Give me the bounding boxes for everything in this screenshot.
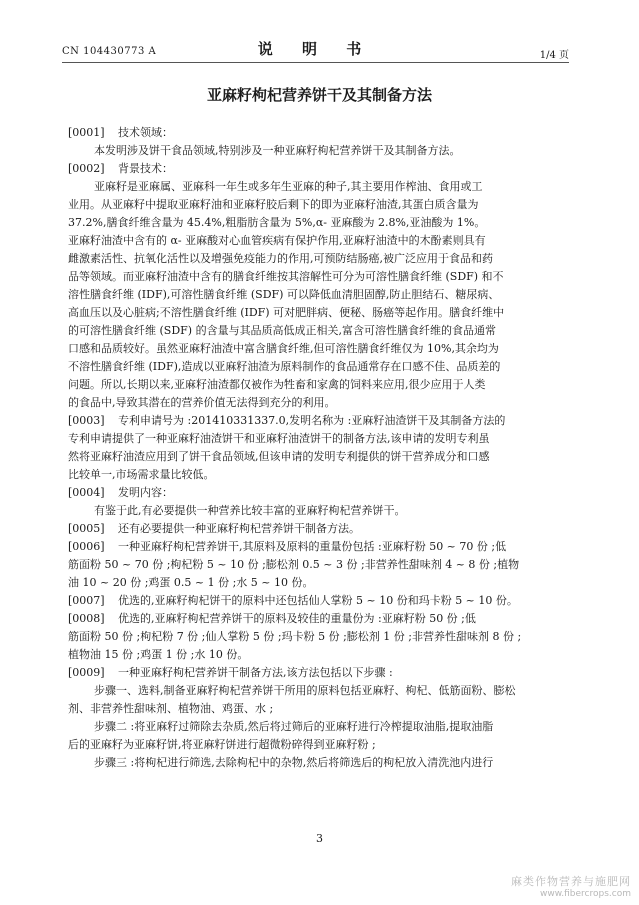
text-line <box>68 754 568 772</box>
paragraph-number: [0005] <box>68 522 105 535</box>
line-text: 溶性膳食纤维 (IDF),可溶性膳食纤维 (SDF) 可以降低血清胆固醇,防止胆结石、糖尿病、 <box>68 288 500 301</box>
line-text: 品等领域。而亚麻籽油渣中含有的膳食纤维按其溶解性可分为可溶性膳食纤维 (SDF) 和不 <box>68 270 504 283</box>
header-rule <box>62 62 569 63</box>
line-text: 然将亚麻籽油渣应用到了饼干食品领域,但该申请的发明专利提供的饼干营养成分和口感 <box>68 450 490 463</box>
paragraph-number: [0003] <box>68 414 105 427</box>
text-line <box>68 232 568 250</box>
text-line <box>68 322 568 340</box>
text-line <box>68 250 568 268</box>
line-text: 37.2%,膳食纤维含量为 45.4%,粗脂肪含量为 5%,α- 亚麻酸为 2.8%,亚油酸为 1%。 <box>68 216 486 229</box>
line-text: 优选的,亚麻籽枸杞营养饼干的原料及较佳的重量份为 :亚麻籽粉 50 份 ;低 <box>118 612 476 625</box>
text-line <box>68 448 568 466</box>
line-text: 有鉴于此,有必要提供一种营养比较丰富的亚麻籽枸杞营养饼干。 <box>94 504 406 517</box>
text-line <box>68 376 568 394</box>
line-text: 油 10 ~ 20 份 ;鸡蛋 0.5 ~ 1 份 ;水 5 ~ 10 份。 <box>68 576 314 589</box>
line-text: 发明内容： <box>118 486 173 499</box>
text-line <box>68 358 568 376</box>
text-line <box>68 502 568 520</box>
line-text: 一种亚麻籽枸杞营养饼干,其原料及原料的重量份包括 :亚麻籽粉 50 ~ 70 份 ;低 <box>118 540 507 553</box>
page-header <box>62 38 569 60</box>
line-text: 高血压以及心脏病;不溶性膳食纤维 (IDF) 可对肥胖病、便秘、肠癌等起作用。膳食纤维中 <box>68 306 505 319</box>
document-title: 亚麻籽枸杞营养饼干及其制备方法 <box>206 86 432 104</box>
text-line <box>68 628 568 646</box>
line-text: 不溶性膳食纤维 (IDF),造成以亚麻籽油渣为原料制作的食品通常存在口感不佳、品质差的 <box>68 360 501 373</box>
paragraph-number: [0002] <box>68 162 105 175</box>
text-line <box>68 412 568 430</box>
line-text: 本发明涉及饼干食品领域,特别涉及一种亚麻籽枸杞营养饼干及其制备方法。 <box>94 144 461 157</box>
text-line <box>68 160 568 178</box>
watermark <box>511 873 631 899</box>
text-line <box>68 214 568 232</box>
text-line <box>68 484 568 502</box>
text-line <box>68 142 568 160</box>
line-text: 后的亚麻籽为亚麻籽饼,将亚麻籽饼进行超微粉碎得到亚麻籽粉 ; <box>68 738 376 751</box>
watermark-url: www.fibercrops.com <box>540 889 631 899</box>
paragraph-number: [0007] <box>68 594 105 607</box>
line-text: 的食品中,导致其潜在的营养价值无法得到充分的利用。 <box>68 396 336 409</box>
text-line <box>68 466 568 484</box>
text-line <box>68 286 568 304</box>
line-text: 还有必要提供一种亚麻籽枸杞营养饼干制备方法。 <box>118 522 360 535</box>
page-indicator: 1/4 页 <box>539 50 569 61</box>
document-type: 说 明 书 <box>257 40 374 58</box>
watermark-site-name: 麻类作物营养与施肥网 <box>511 875 631 888</box>
text-line <box>68 520 568 538</box>
page-number: 3 <box>316 832 323 845</box>
line-text: 专利申请提供了一种亚麻籽油渣饼干和亚麻籽油渣饼干的制备方法,该申请的发明专利虽 <box>68 432 490 445</box>
text-line <box>68 682 568 700</box>
text-line <box>68 268 568 286</box>
line-text: 步骤三 :将枸杞进行筛选,去除枸杞中的杂物,然后将筛选后的枸杞放入清洗池内进行 <box>94 756 494 769</box>
line-text: 步骤二 :将亚麻籽过筛除去杂质,然后将过筛后的亚麻籽进行冷榨提取油脂,提取油脂 <box>94 720 494 733</box>
line-text: 技术领域： <box>118 126 173 139</box>
line-text: 亚麻籽是亚麻属、亚麻科一年生或多年生亚麻的种子,其主要用作榨油、食用或工 <box>94 180 483 193</box>
text-line <box>68 664 568 682</box>
line-text: 雌激素活性、抗氧化活性以及增强免疫能力的作用,可预防结肠癌,被广泛应用于食品和药 <box>68 252 493 265</box>
text-line <box>68 394 568 412</box>
text-line <box>68 430 568 448</box>
paragraph-number: [0004] <box>68 486 105 499</box>
paragraph-number: [0009] <box>68 666 105 679</box>
line-text: 步骤一、选料,制备亚麻籽枸杞营养饼干所用的原料包括亚麻籽、枸杞、低筋面粉、膨松 <box>94 684 516 697</box>
text-line <box>68 592 568 610</box>
text-line <box>68 178 568 196</box>
line-text: 背景技术： <box>118 162 173 175</box>
text-line <box>68 646 568 664</box>
line-text: 优选的,亚麻籽枸杞饼干的原料中还包括仙人掌粉 5 ~ 10 份和玛卡粉 5 ~ 10 份。 <box>118 594 518 607</box>
line-text: 筋面粉 50 份 ;枸杞粉 7 份 ;仙人掌粉 5 份 ;玛卡粉 5 份 ;膨松剂 1 份 ;非营养性甜味剂 8 份 ; <box>68 630 522 643</box>
text-line <box>68 124 568 142</box>
line-text: 业用。从亚麻籽中提取亚麻籽油和亚麻籽胶后剩下的即为亚麻籽油渣,其蛋白质含量为 <box>68 198 479 211</box>
paragraph-number: [0001] <box>68 126 105 139</box>
line-text: 一种亚麻籽枸杞营养饼干制备方法,该方法包括以下步骤 : <box>118 666 393 679</box>
text-line <box>68 610 568 628</box>
line-text: 问题。所以,长期以来,亚麻籽油渣都仅被作为牲畜和家禽的饲料来应用,很少应用于人类 <box>68 378 486 391</box>
text-line <box>68 700 568 718</box>
document-body <box>68 124 568 772</box>
text-line <box>68 718 568 736</box>
line-text: 筋面粉 50 ~ 70 份 ;枸杞粉 5 ~ 10 份 ;膨松剂 0.5 ~ 3 份 ;非营养性甜味剂 4 ~ 8 份 ;植物 <box>68 558 520 571</box>
text-line <box>68 736 568 754</box>
line-text: 亚麻籽油渣中含有的 α- 亚麻酸对心血管疾病有保护作用,亚麻籽油渣中的木酚素则具有 <box>68 234 486 247</box>
text-line <box>68 340 568 358</box>
paragraph-number: [0008] <box>68 612 105 625</box>
line-text: 剂、非营养性甜味剂、植物油、鸡蛋、水 ; <box>68 702 274 715</box>
paragraph-number: [0006] <box>68 540 105 553</box>
line-text: 植物油 15 份 ;鸡蛋 1 份 ;水 10 份。 <box>68 648 249 661</box>
text-line <box>68 538 568 556</box>
line-text: 专利申请号为 :201410331337.0,发明名称为 :亚麻籽油渣饼干及其制备方法的 <box>118 414 506 427</box>
line-text: 比较单一,市场需求量比较低。 <box>68 468 215 481</box>
text-line <box>68 196 568 214</box>
text-line <box>68 304 568 322</box>
line-text: 口感和品质较好。虽然亚麻籽油渣中富含膳食纤维,但可溶性膳食纤维仅为 10%,其余均为 <box>68 342 499 355</box>
patent-number: CN 104430773 A <box>62 46 157 57</box>
text-line <box>68 556 568 574</box>
text-line <box>68 574 568 592</box>
line-text: 的可溶性膳食纤维 (SDF) 的含量与其品质高低成正相关,富含可溶性膳食纤维的食品通常 <box>68 324 497 337</box>
